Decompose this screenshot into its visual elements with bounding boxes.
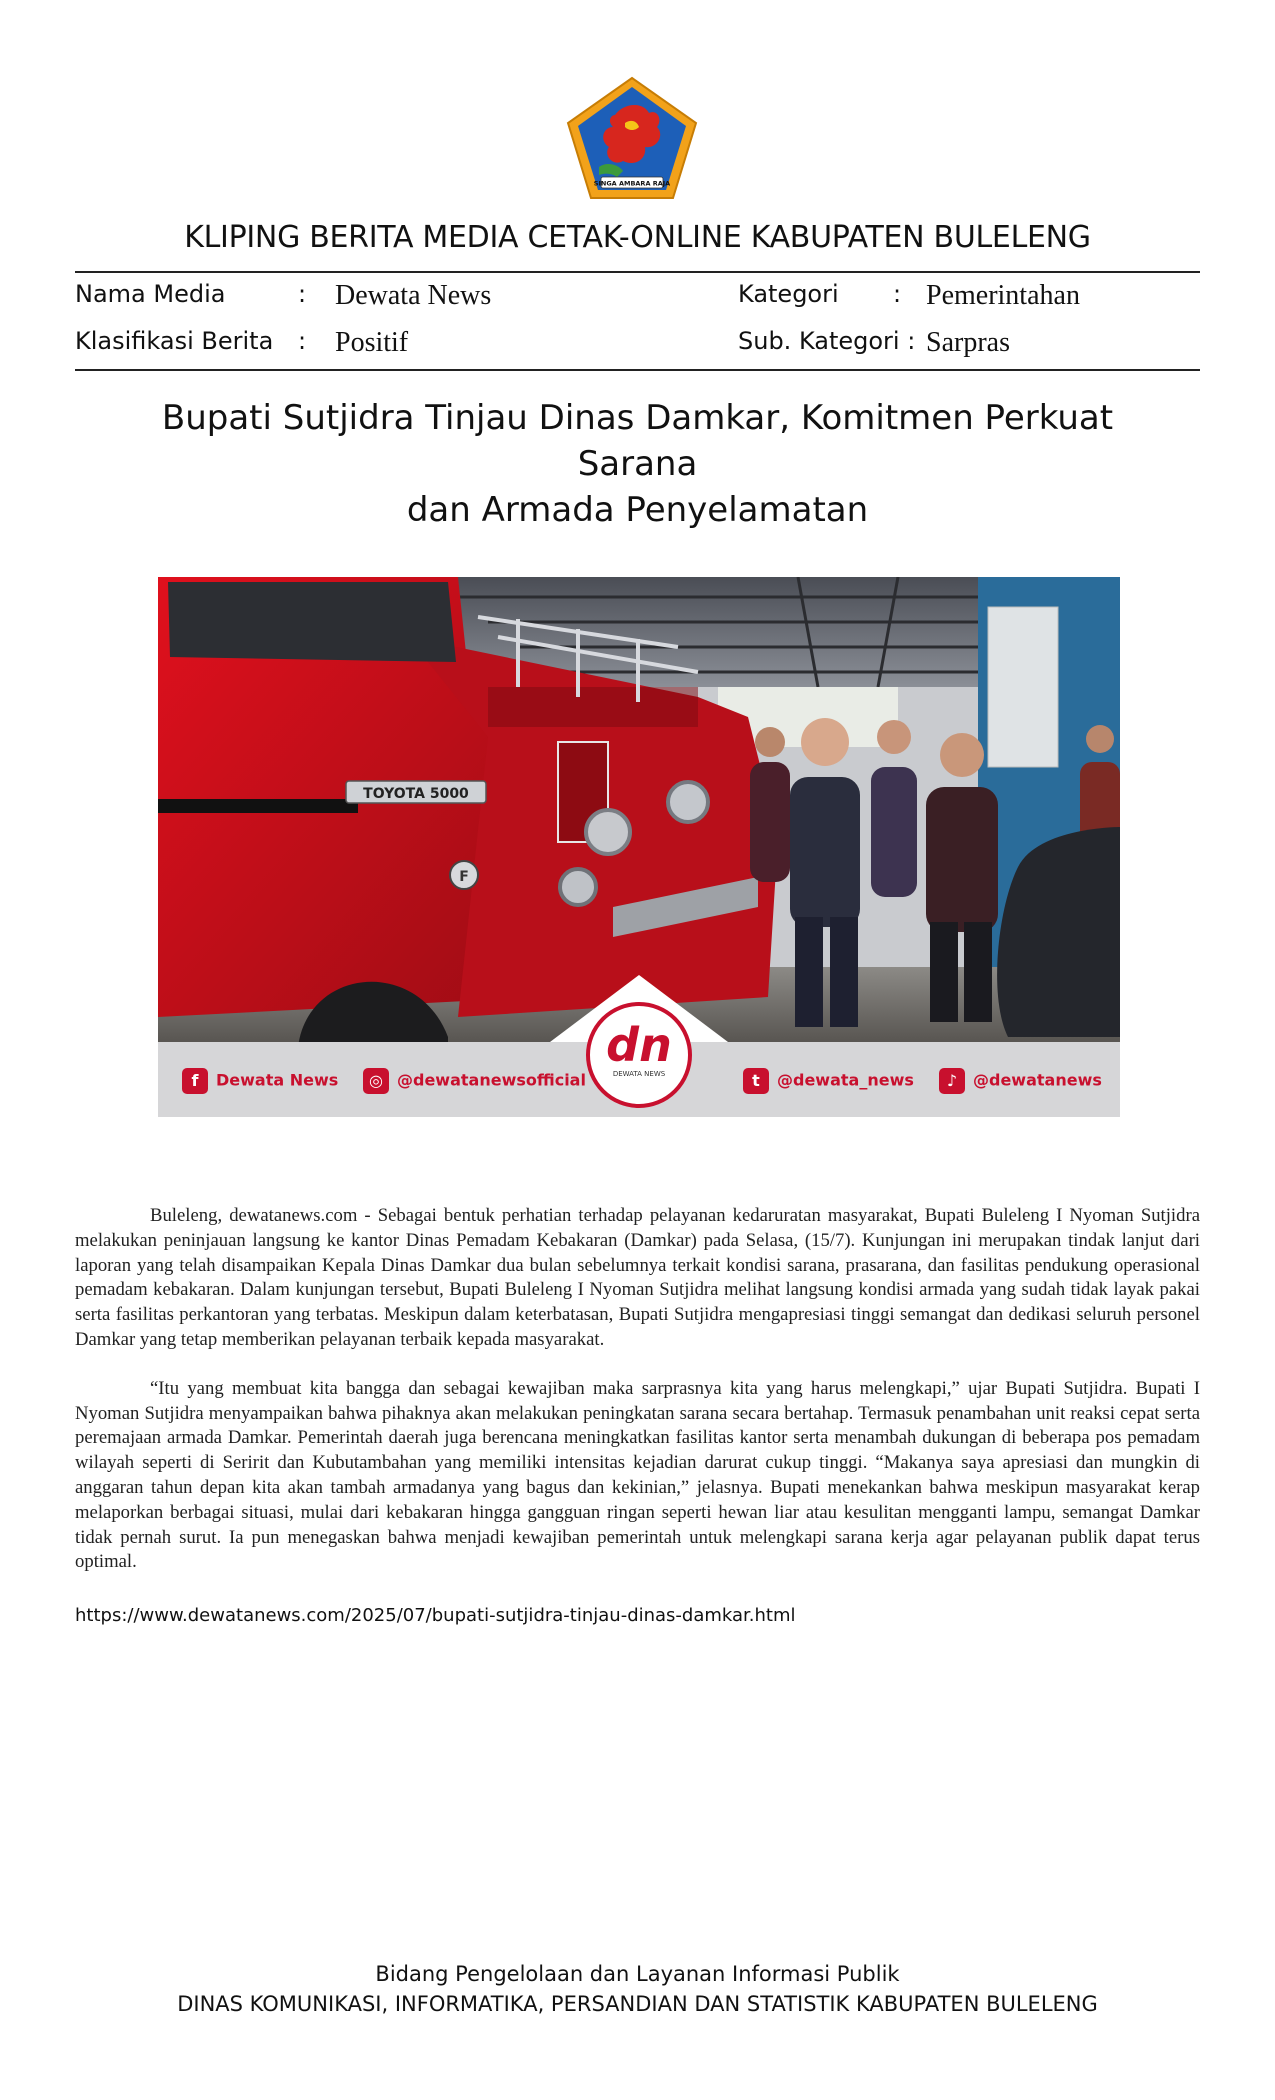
svg-text:F: F bbox=[459, 869, 469, 885]
instagram-icon: ◎ bbox=[363, 1068, 389, 1094]
instagram-handle[interactable]: ◎ @dewatanewsofficial bbox=[363, 1068, 586, 1094]
logo-caption: SINGA AMBARA RAJA bbox=[593, 179, 671, 188]
article-body bbox=[75, 1204, 1200, 1575]
sub-kategori-label: Sub. Kategori : bbox=[738, 327, 916, 355]
klasifikasi-colon: : bbox=[298, 327, 307, 355]
facebook-handle[interactable]: f Dewata News bbox=[182, 1068, 338, 1094]
kategori-value: Pemerintahan bbox=[926, 280, 1080, 311]
tiktok-icon: ♪ bbox=[939, 1068, 965, 1094]
header-bottom-divider bbox=[75, 369, 1200, 371]
dewata-news-logo: dn DEWATA NEWS bbox=[586, 1002, 692, 1108]
article-photo bbox=[158, 577, 1120, 1117]
truck-badge: TOYOTA 5000 bbox=[363, 786, 469, 802]
source-url[interactable]: https://www.dewatanews.com/2025/07/bupati-sutjidra-tinjau-dinas-damkar.html bbox=[75, 1605, 796, 1626]
twitter-handle[interactable]: t @dewata_news bbox=[743, 1068, 914, 1094]
article-headline bbox=[100, 395, 1175, 533]
tiktok-handle[interactable]: ♪ @dewatanews bbox=[939, 1068, 1102, 1094]
buleleng-regency-logo bbox=[565, 75, 699, 201]
headline-line-1: Bupati Sutjidra Tinjau Dinas Damkar, Komitmen Perkuat Sarana bbox=[161, 398, 1114, 484]
nama-media-colon: : bbox=[298, 280, 307, 308]
headline-line-2: dan Armada Penyelamatan bbox=[406, 490, 869, 530]
article-paragraph-2: “Itu yang membuat kita bangga dan sebagai kewajiban maka sarprasnya kita yang harus melengkapi,” ujar Bupati Sutjidra. Bupati I Nyoman Sutjidra menyampaikan bahwa pihaknya akan melakukan peningkatan sarana secara bertahap. Termasuk penambahan unit reaksi cepat serta peremajaan armada Damkar. Pemerintah daerah juga berencana meningkatkan fasilitas kantor serta menambah dukungan di beberapa pos pemadam wilayah seperti di Seririt dan Kubutambahan yang memiliki intensitas kejadian darurat cukup tinggi. “Makanya saya apresiasi dan mungkin di anggaran tahun depan kita akan tambah armadanya yang bagus dan kekinian,” jelasnya. Bupati menekankan bahwa meskipun masyarakat kerap melaporkan berbagai situasi, mulai dari kebakaran hingga gangguan ringan seperti hewan liar atau kesulitan mengganti lampu, semangat Damkar tidak pernah surut. Ia pun menegaskan bahwa menjadi kewajiban pemerintah untuk melengkapi sarana kerja agar pelayanan publik dapat terus optimal. bbox=[75, 1377, 1200, 1573]
footer-line-1: Bidang Pengelolaan dan Layanan Informasi Publik bbox=[375, 1962, 900, 1986]
facebook-icon: f bbox=[182, 1068, 208, 1094]
header-top-divider bbox=[75, 271, 1200, 273]
kategori-colon: : bbox=[893, 280, 902, 308]
document-title: KLIPING BERITA MEDIA CETAK-ONLINE KABUPATEN BULELENG bbox=[184, 220, 1091, 255]
klasifikasi-label: Klasifikasi Berita bbox=[75, 327, 274, 355]
nama-media-label: Nama Media bbox=[75, 280, 226, 308]
kategori-label: Kategori bbox=[738, 280, 839, 308]
footer-line-2: DINAS KOMUNIKASI, INFORMATIKA, PERSANDIAN DAN STATISTIK KABUPATEN BULELENG bbox=[177, 1992, 1098, 2016]
klasifikasi-value: Positif bbox=[335, 327, 409, 358]
article-paragraph-1: Buleleng, dewatanews.com - Sebagai bentuk perhatian terhadap pelayanan kedaruratan masyarakat, Bupati Buleleng I Nyoman Sutjidra melakukan peninjauan langsung ke kantor Dinas Pemadam Kebakaran (Damkar) pada Selasa, (15/7). Kunjungan ini merupakan tindak lanjut dari laporan yang telah disampaikan Kepala Dinas Damkar dua bulan sebelumnya terkait kondisi sarana, prasarana, dan fasilitas pendukung operasional pemadam kebakaran. Dalam kunjungan tersebut, Bupati Buleleng I Nyoman Sutjidra melihat langsung kondisi armada yang sudah tidak layak pakai serta fasilitas perkantoran yang terbatas. Meskipun dalam keterbatasan, Bupati Sutjidra mengapresiasi tinggi semangat dan dedikasi seluruh personel Damkar yang tetap memberikan pelayanan terbaik kepada masyarakat. bbox=[75, 1205, 1200, 1350]
twitter-icon: t bbox=[743, 1068, 769, 1094]
sub-kategori-value: Sarpras bbox=[926, 327, 1010, 358]
nama-media-value: Dewata News bbox=[335, 280, 492, 311]
